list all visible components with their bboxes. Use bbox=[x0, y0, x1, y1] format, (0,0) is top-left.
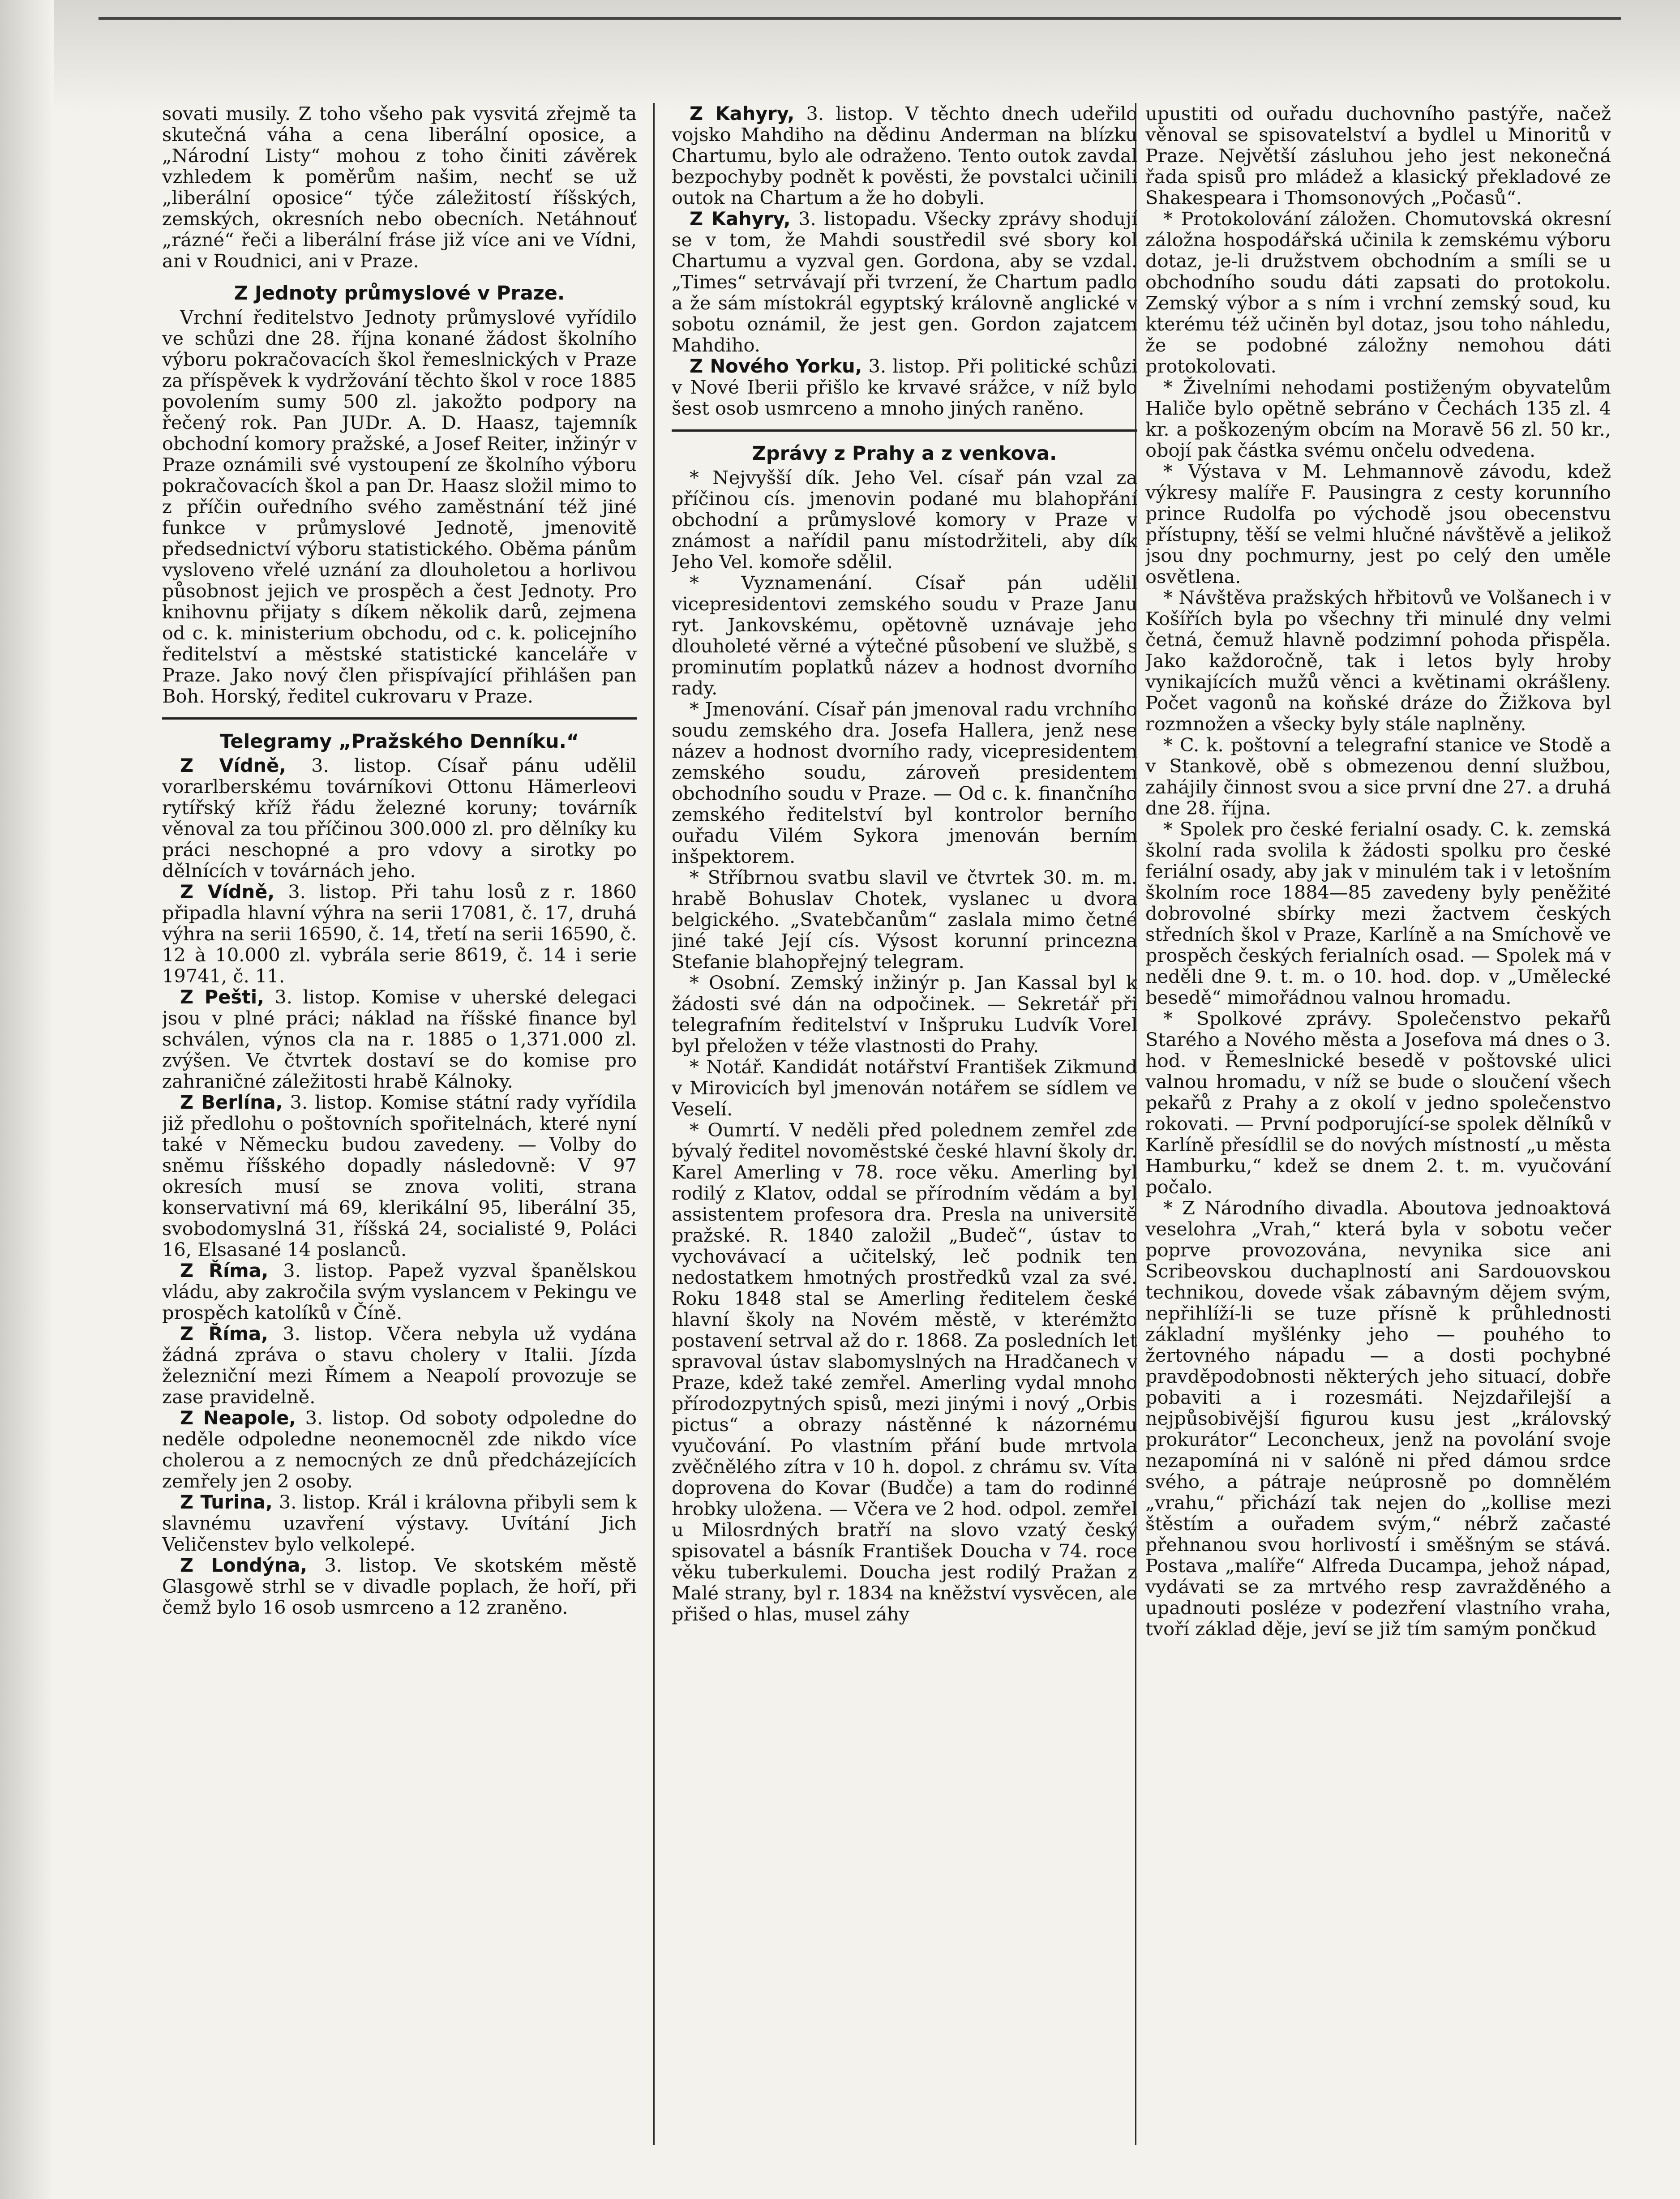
telegram-text: 3. listop. Od soboty odpoledne do neděle odpoledne neonemocněl zde nikdo více cholerou a z nemocných ze dnů předcházejících zemřely jen 2 osoby. bbox=[162, 1407, 637, 1492]
telegram-item bbox=[162, 1260, 637, 1323]
telegram-text: 3. listop. Při tahu losů z r. 1860 připadla hlavní výhra na serii 17081, č. 17, druhá výhra na serii 16590, č. 14, třetí na serii 16590, č. 12 à 10.000 zl. vybrála serie 8619, č. 14 i serie 19741, č. 11. bbox=[162, 881, 637, 987]
news-item: * Osobní. Zemský inžinýr p. Jan Kassal byl k žádosti své dán na odpočinek. — Sekretář při telegrafním ředitelství v Inšpruku Ludvík Vorel byl přeložen v téže vlastnosti do Prahy. bbox=[672, 972, 1137, 1057]
telegram-city: Z Vídně, bbox=[180, 881, 275, 903]
telegram-text: 3. listop. Král i královna přibyli sem k slavnému uzavření výstavy. Uvítání Jich Veličenstev bylo velkolepé. bbox=[162, 1491, 637, 1555]
news-item: * Návštěva pražských hřbitovů ve Volšanech i v Košířích byla po všechny tři minulé dny velmi četná, čemuž hlavně podzimní pohoda přispěla. Jako každoročně, tak i letos byly hroby vynikajících mužů věnci a květinami okrášleny. Počet vagonů na koňské dráze do Žižkova byl rozmnožen a všecky byly stále naplněny. bbox=[1145, 587, 1611, 735]
news-item: * Oumrtí. V neděli před polednem zemřel zde bývalý ředitel novoměstské české hlavní školy dr. Karel Amerling v 78. roce věku. Amerling byl rodilý z Klatov, oddal se přírodním vědám a byl assistentem profesora dra. Presla na universitě pražské. R. 1840 založil „Budeč“, ústav to vychovávací a učitelský, leč podnik ten nedostatkem hmotných prostředků vzal za své. Roku 1848 stal se Amerling ředitelem české hlavní školy na Novém městě, v kterémžto postavení setrval až do r. 1868. Za posledních let spravoval ústav slabomyslných na Hradčanech v Praze, kdež také zemřel. Amerling vydal mnoho přírodozpytných spisů, mezi jinými i nový „Orbis pictus“ a obrazy nástěnné k názornému vyučování. Po vlastním přání bude mrtvola zvěčnělého zítra v 10 h. dopol. z chrámu sv. Víta doprovena do Kovar (Budče) a tam do rodinné hrobky uložena. — Včera ve 2 hod. odpol. zemřel u Milosrdných bratří na slovo vzatý český spisovatel a básník František Doucha v 74. roce věku tuberkulemi. Doucha jest rodilý Pražan z Malé strany, byl r. 1834 na kněžství vysvěcen, ale přišed o hlas, musel záhy bbox=[672, 1119, 1137, 1625]
telegram-item bbox=[162, 1323, 637, 1407]
telegram-text: 3. listop. Komise státní rady vyřídila již předlohu o poštovních spořitelnách, které nyní také v Německu budou zavedeny. — Volby do sněmu říšského dopadly následovně: V 97 okresích musí se znova voliti, strana konservativní má 69, klerikální 95, liberální 35, svobodomyslná 31, říšská 24, socialisté 9, Poláci 16, Elsasané 14 poslanců. bbox=[162, 1091, 637, 1260]
telegram-text: 3. listop. Včera nebyla už vydána žádná zpráva o stavu cholery v Italii. Jízda železniční mezi Římem a Neapolí provozuje se zase pravidelně. bbox=[162, 1323, 637, 1408]
column-3 bbox=[1145, 103, 1611, 2172]
news-item: * Notář. Kandidát notářství František Zikmund v Mirovicích byl jmenován notářem se sídlem ve Veselí. bbox=[672, 1056, 1137, 1120]
section-heading: Z Jednoty průmyslové v Praze. bbox=[234, 282, 565, 304]
telegram-text: 3. listop. Papež vyzval španělskou vládu, aby zakročila svým vyslancem v Pekingu ve prospěch katolíků v Číně. bbox=[162, 1260, 637, 1324]
telegram-city: Z Neapole, bbox=[180, 1407, 296, 1429]
news-item: * Jmenování. Císař pán jmenoval radu vrchního soudu zemského dra. Josefa Hallera, jenž nese název a hodnost dvorního rady, vicepresidentem zemského soudu, zároveň presidentem obchodního soudu v Praze. — Od c. k. finančního zemského ředitelství byl kontrolor berního ouřadu Vilém Sykora jmenován berním inšpektorem. bbox=[672, 698, 1137, 867]
telegram-item bbox=[162, 1492, 637, 1555]
telegram-city: Z Nového Yorku, bbox=[690, 355, 862, 377]
news-item: * Výstava v M. Lehmannově závodu, kdež výkresy malíře F. Pausingra z cesty korunního prince Rudolfa po východě jsou obecenstvu přístupny, těší se velmi hlučné návštěvě a jelikož jsou dny pochmurny, jest po celý den uměle osvětlena. bbox=[1145, 460, 1611, 587]
telegram-city: Z Říma, bbox=[180, 1260, 269, 1282]
telegram-city: Z Říma, bbox=[180, 1323, 268, 1345]
column-divider bbox=[653, 103, 655, 2145]
telegram-item bbox=[162, 755, 637, 881]
telegram-text: 3. listop. Komise v uherské delegaci jsou v plné práci; náklad na říšské finance byl schválen, výnos cla na r. 1885 o 1,371.000 zl. zvýšen. Ve čtvrtek dostaví se do komise pro zahraničné záležitosti hrabě Kálnoky. bbox=[162, 986, 637, 1092]
telegram-item bbox=[162, 881, 637, 986]
news-item: * Stříbrnou svatbu slavil ve čtvrtek 30. m. m. hrabě Bohuslav Chotek, vyslanec u dvora belgického. „Svatebčanům“ zaslala mimo četné jiné také Její cís. Výsost korunní princezna Stefanie blahopřejný telegram. bbox=[672, 866, 1137, 973]
telegram-item bbox=[162, 1555, 637, 1618]
column-1 bbox=[162, 103, 637, 2172]
telegram-item bbox=[162, 986, 637, 1092]
telegram-text: 3. listop. Ve skotském městě Glasgowě strhl se v divadle poplach, že hoří, při čemž bylo 16 osob usmrceno a 12 zraněno. bbox=[162, 1554, 637, 1618]
telegram-city: Z Pešti, bbox=[180, 986, 264, 1008]
paragraph: sovati musily. Z toho všeho pak vysvitá zřejmě ta skutečná váha a cena liberální oposice, a „Národní Listy“ mohou z toho činiti závěrek vzhledem k poměrům našim, nechť se už „liberální oposice“ týče záležitostí říšských, zemských, okresních nebo obecních. Netáhnouť „rázné“ řeči a liberální fráse již více ani ve Vídni, ani v Roudnici, ani v Praze. bbox=[162, 103, 637, 272]
telegram-item bbox=[162, 1092, 637, 1260]
telegram-city: Z Londýna, bbox=[180, 1554, 308, 1576]
telegram-city: Z Vídně, bbox=[180, 754, 287, 776]
news-item: * C. k. poštovní a telegrafní stanice ve Stodě a v Stankově, obě s obmezenou denní službou, zahájily činnost svou a sice první dne 27. a druhá dne 28. října. bbox=[1145, 734, 1611, 819]
top-rule bbox=[99, 17, 1621, 20]
telegram-text: 3. listop. V těchto dnech udeřilo vojsko Mahdiho na dědinu Anderman na blízku Chartumu, bylo ale odraženo. Tento outok zavdal bezpochyby podnět k pověsti, že povstalci učinili outok na Chartum a že ho dobyli. bbox=[672, 103, 1137, 209]
telegram-item bbox=[672, 103, 1137, 208]
telegram-text: 3. listop. Císař pánu udělil vorarlberskému továrníkovi Ottonu Hämerleovi rytířský kříž řádu železné koruny; továrník věnoval za tou příčinou 300.000 zl. pro dělníky ku práci neschopné a pro vdovy a sirotky po dělnících v továrnách jeho. bbox=[162, 754, 637, 882]
section-heading: Zprávy z Prahy a z venkova. bbox=[752, 442, 1057, 465]
column-2 bbox=[672, 103, 1137, 2172]
section-heading: Telegramy „Pražského Denníku.“ bbox=[219, 730, 579, 753]
news-item: * Spolkové zprávy. Společenstvo pekařů Starého a Nového města a Josefova má dnes o 3. hod. v Řemeslnické besedě v poštovské ulici valnou hromadu, v níž se bude o sloučení všech pekařů z Prahy a z okolí v jedno společenstvo rokovati. — První podporující-se spolek dělníků v Karlíně přesídlil se do nových místností „u města Hamburku,“ kdež se dnem 2. t. m. vyučování počalo. bbox=[1145, 1007, 1611, 1198]
section-rule bbox=[162, 717, 637, 720]
section-rule bbox=[672, 429, 1137, 432]
telegram-item bbox=[672, 356, 1137, 419]
paragraph: Vrchní ředitelstvo Jednoty průmyslové vyřídilo ve schůzi dne 28. října konané žádost školního výboru pokračovacích škol řemeslnických v Praze za příspěvek k vydržování těchto škol v roce 1885 povolením sumy 500 zl. jakožto podpory na řečený rok. Pan JUDr. A. D. Haasz, tajemník obchodní komory pražské, a Josef Reiter, inžinýr v Praze oznámili své vystoupení ze školního výboru pokračovacích škol a pan Dr. Haasz složil mimo to z příčin ouředního svého zaměstnání též jiné funkce v průmyslové Jednotě, jmenovitě předsednictví výboru statistického. Oběma pánům vysloveno vřelé uznání za dlouholetou a horlivou působnost jejich ve prospěch a čest Jednoty. Pro knihovnu přijaty s díkem několik darů, zejmena od c. k. ministerium obchodu, od c. k. policejního ředitelství a městské statistické kanceláře v Praze. Jako nový člen přispívající přihlášen pan Boh. Horský, ředitel cukrovaru v Praze. bbox=[162, 306, 637, 707]
telegram-item bbox=[672, 208, 1137, 356]
telegram-item bbox=[162, 1407, 637, 1492]
news-item: * Vyznamenání. Císař pán udělil vicepresidentovi zemského soudu v Praze Janu ryt. Jankovskému, opětovně uznávaje jeho dlouholeté věrné a výtečné působení ve službě, s prominutím poplatků název a hodnost dvorního rady. bbox=[672, 572, 1137, 699]
scan-shadow-left bbox=[0, 0, 54, 2199]
telegram-text: 3. listopadu. Všecky zprávy shodují se v tom, že Mahdi soustředil své sbory kol Chartumu a vyzval gen. Gordona, aby se vzdal. „Times“ setrvávají při tvrzení, že Chartum padlo a že sám místokrál egyptský královně anglické v sobotu oznámil, že jest gen. Gordon zajatcem Mahdiho. bbox=[672, 208, 1137, 356]
telegram-text: 3. listop. Při politické schůzi v Nové Iberii přišlo ke krvavé srážce, v níž bylo šest osob usmrceno a mnoho jiných raněno. bbox=[672, 355, 1137, 419]
telegram-city: Z Turina, bbox=[180, 1491, 273, 1513]
news-item: * Spolek pro české ferialní osady. C. k. zemská školní rada svolila k žádosti spolku pro české feriální osady, aby jak v minulém tak i v letošním školním roce 1884—85 zavedeny byly peněžité dobrovolné sbírky mezi žactvem českých středních škol v Praze, Karlíně a na Smíchově ve prospěch českých ferialních osad. — Spolek má v neděli dne 9. t. m. o 10. hod. dop. v „Umělecké besedě“ mimořádnou valnou hromadu. bbox=[1145, 818, 1611, 1008]
news-item: * Z Národního divadla. Aboutova jednoaktová veselohra „Vrah,“ která byla v sobotu večer poprve provozována, nevynika sice ani Scribeovskou duchaplností ani Sardouovskou technikou, dovede však zábavným dějem svým, nepřihlíží-li se tuze přísně k průhlednosti základní myšlénky jeho — pouhého to žertovného nápadu — a dosti pochybné pravděpodobnosti některých jeho situací, dobře pobaviti a i rozesmáti. Nejzdařilejší a nejpůsobivější figurou kusu jest „královský prokurátor“ Leconcheux, jenž na povolání svoje nezapomíná ni v salóně ni před dámou srdce svého, a pátraje neúprosně po domnělém „vrahu,“ přichází tak nejen do „kollise mezi štěstím a ouřadem svým,“ nébrž začasté přehnanou svou horlivostí i směšným se stává. Postava „malíře“ Alfreda Ducampa, jehož nápad, vydávati se za mrtvého resp zavražděného a upadnouti posléze v podezření vlastního vraha, tvoří základ děje, jeví se již tím samým pončkud bbox=[1145, 1197, 1611, 1640]
telegram-city: Z Kahyry, bbox=[690, 103, 795, 124]
news-item: * Živelními nehodami postiženým obyvatelům Haliče bylo opětně sebráno v Čechách 135 zl. 4 kr. a poškozeným obcím na Moravě 56 zl. 50 kr., obojí pak částka svému ončelu odvedena. bbox=[1145, 376, 1611, 461]
telegram-city: Z Kahyry, bbox=[690, 208, 791, 230]
news-item: * Protokolování záložen. Chomutovská okresní záložna hospodářská učinila k zemskému výboru dotaz, je-li družstvem obchodním a smíli se u obchodního soudu dáti zapsati do protokolu. Zemský výbor a s ním i vrchní zemský soud, ku kterému též učiněn byl dotaz, jsou toho náhledu, že se podobné záložny nemohou dáti protokolovati. bbox=[1145, 208, 1611, 377]
news-item: * Nejvyšší dík. Jeho Vel. císař pán vzal za příčinou cís. jmenovin podané mu blahopřání obchodní a průmyslové komory v Praze v známost a nařídil panu místodržiteli, aby dík Jeho Vel. komoře sdělil. bbox=[672, 467, 1137, 573]
telegram-city: Z Berlína, bbox=[180, 1091, 283, 1113]
paragraph: upustiti od ouřadu duchovního pastýře, načež věnoval se spisovatelství a bydlel u Minoritů v Praze. Největší zásluhou jeho jest nekonečná řada spisů pro mládež a klasický překladové ze Shakespeara i Thomsonových „Počasů“. bbox=[1145, 103, 1611, 209]
